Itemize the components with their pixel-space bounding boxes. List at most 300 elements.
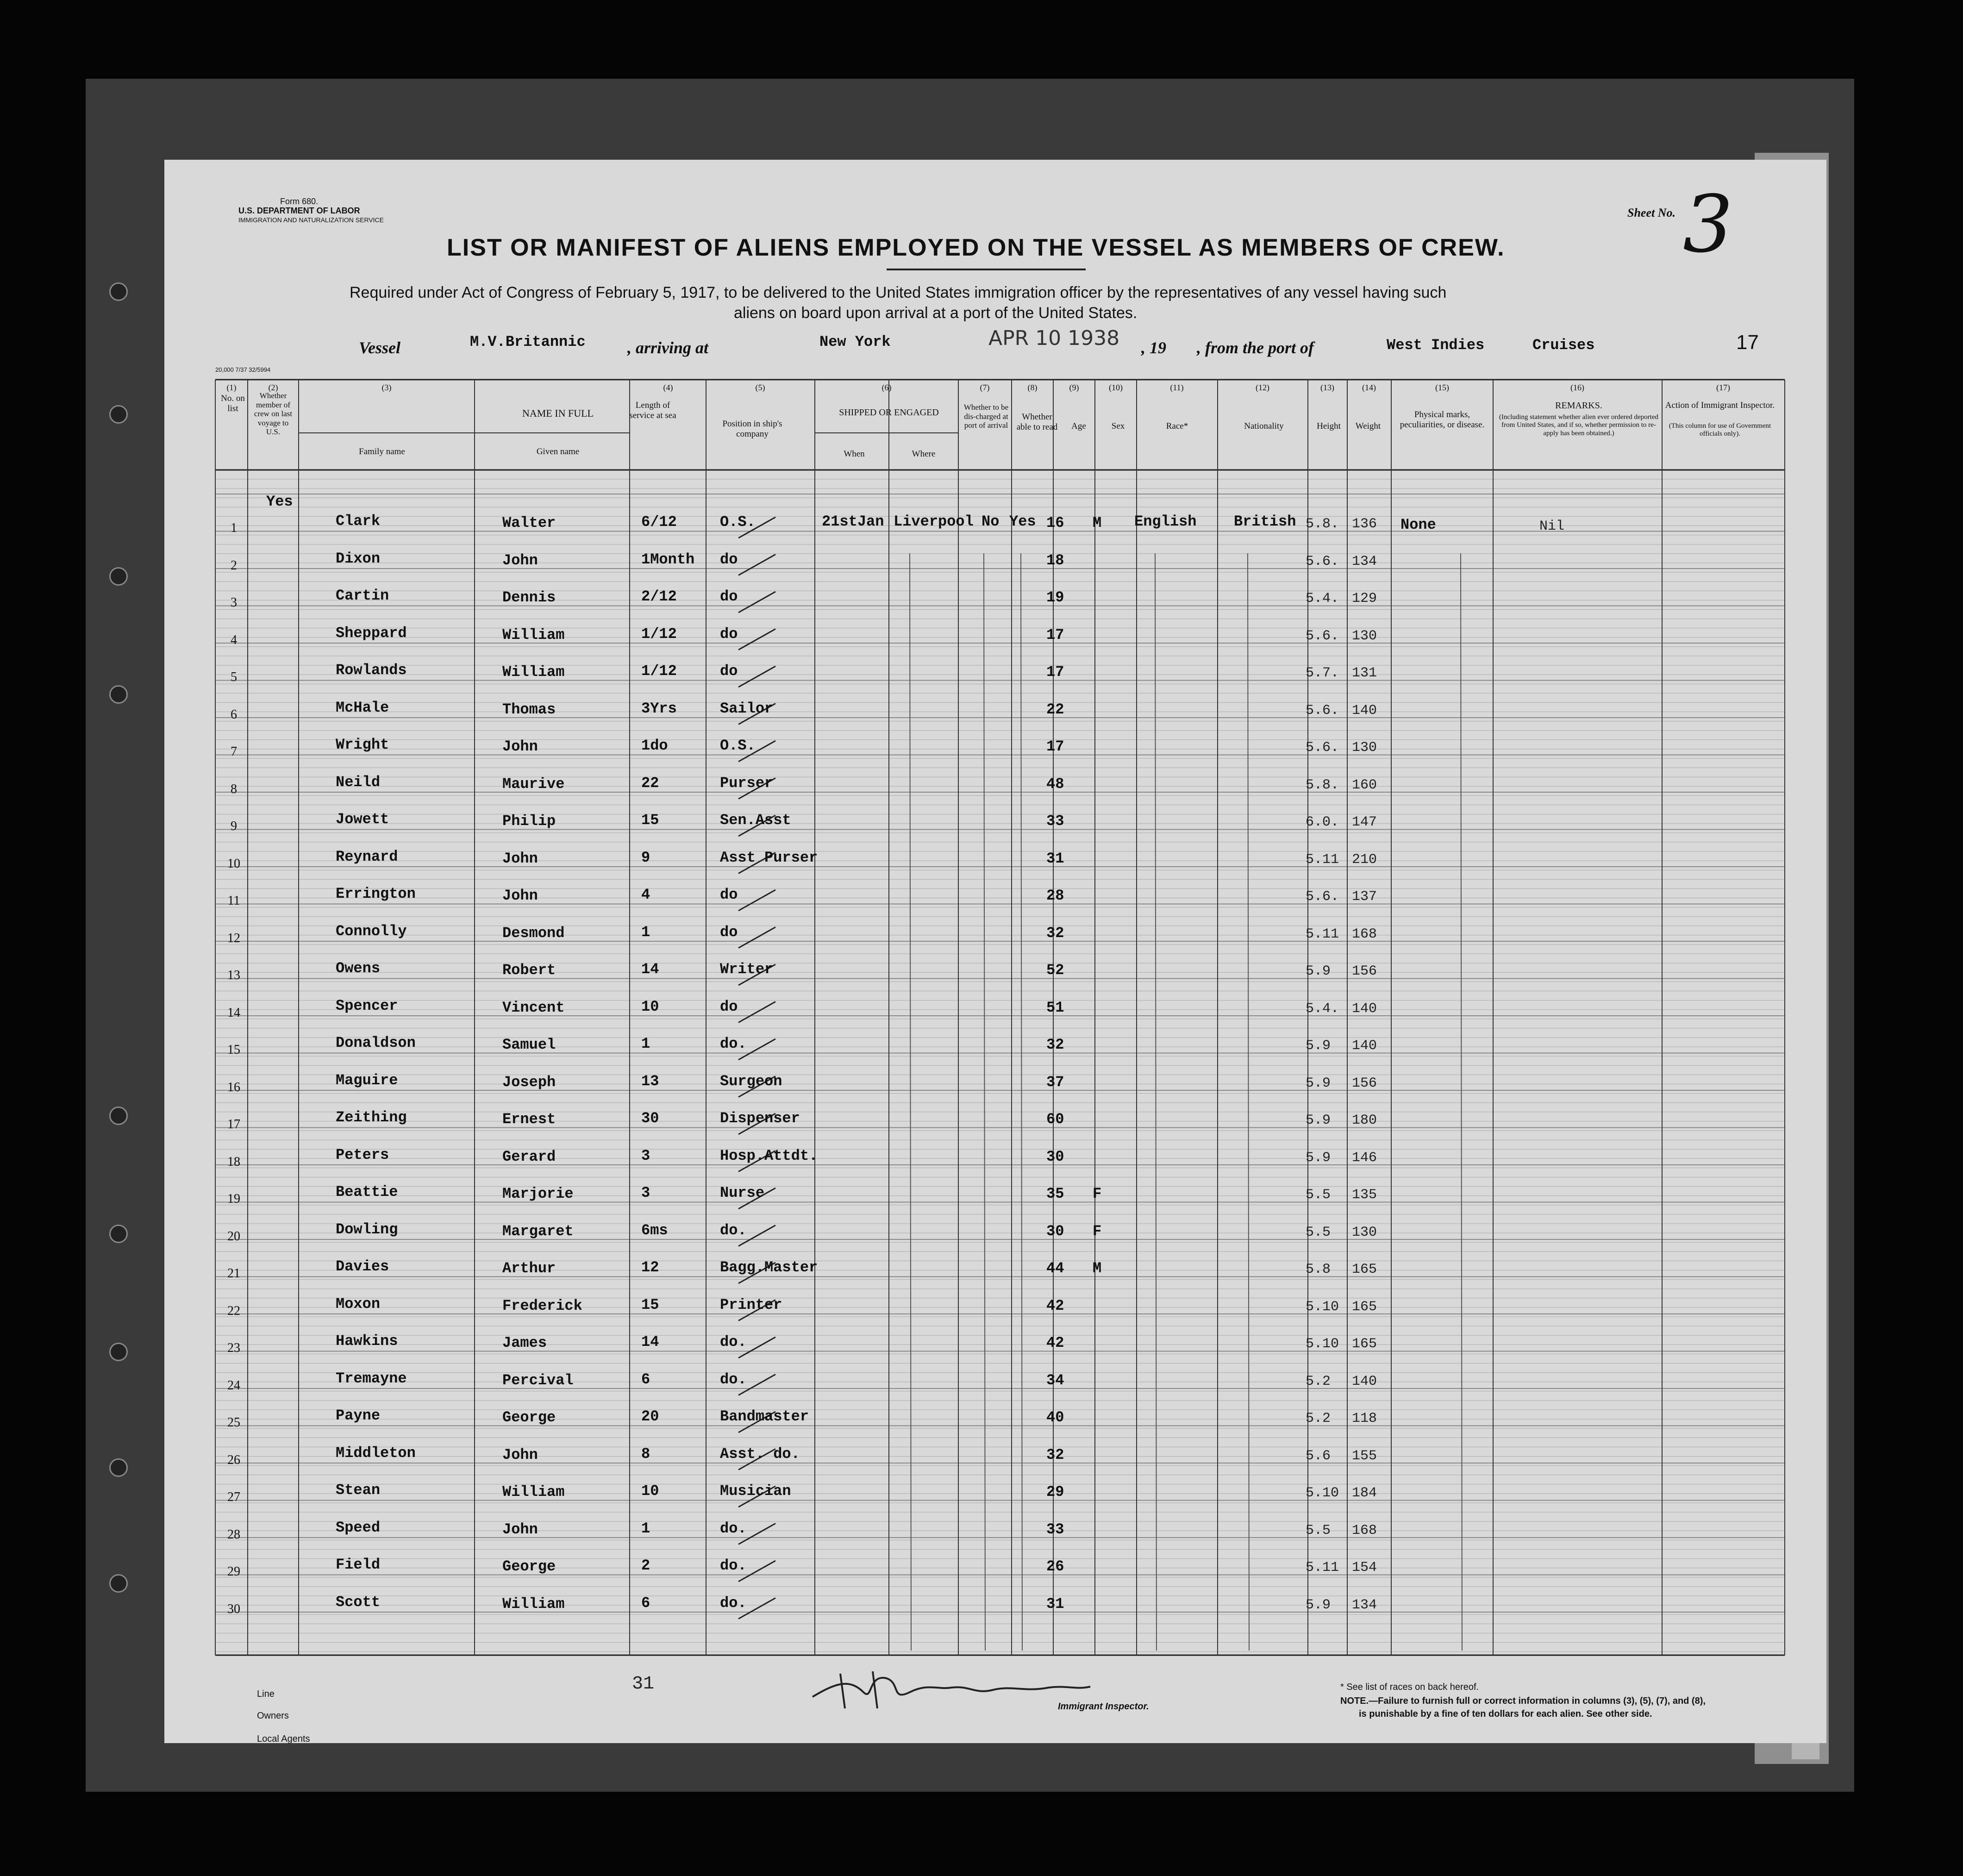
column-number: (5) [755,383,765,392]
cell-weight: 140 [1352,1001,1377,1017]
row-number: 23 [227,1341,240,1355]
cell-given-name: Desmond [502,924,565,942]
cell-length-service: 1 [641,1035,650,1052]
cell-height: 5.6. [1306,740,1339,756]
cell-given-name: Arthur [502,1260,556,1277]
cell-position: Printer [720,1296,782,1313]
cell-given-name: William [502,1595,565,1613]
cell-height: 5.9 [1306,1075,1331,1091]
cell-age: 35 [1046,1185,1064,1202]
cell-age: 40 [1046,1409,1064,1426]
cell-length-service: 14 [641,961,659,978]
cell-family-name: Connolly [336,922,407,940]
inspector-signature [808,1664,1095,1715]
cell-height: 5.8. [1306,777,1339,793]
header-family-name: Family name [359,447,405,456]
cell-position: do. [720,1333,747,1351]
row-number: 25 [227,1415,240,1430]
cell-family-name: Reynard [336,848,398,865]
check-mark [738,890,775,911]
cell-able-read: Yes [1009,513,1036,530]
subtitle-line-1: Required under Act of Congress of February 5, 1917, to be delivered to the United States immigration officer by the representatives of any vessel having such [350,284,1447,301]
cell-length-service: 9 [641,849,650,866]
row-number: 28 [227,1527,240,1542]
cell-sex: M [1093,514,1102,532]
row-number: 27 [227,1490,240,1504]
page-title: LIST OR MANIFEST OF ALIENS EMPLOYED ON THE VESSEL AS MEMBERS OF CREW. [447,234,1505,261]
cell-length-service: 2 [641,1557,650,1574]
cell-weight: 134 [1352,1597,1377,1613]
from-port-label: , from the port of [1197,338,1314,357]
cell-height: 5.8. [1306,516,1339,532]
cell-family-name: Zeithing [336,1109,407,1126]
binder-hole [109,1458,128,1477]
cell-position: Sailor [720,700,774,717]
row-number: 6 [231,707,237,722]
column-number: (3) [381,383,392,392]
footer-owners-label: Owners [257,1711,289,1721]
row-number: 4 [231,632,237,647]
departure-port-note: Cruises [1532,337,1595,354]
cell-age: 32 [1046,1036,1064,1053]
header-sex: Sex [1111,421,1125,431]
column-number: (14) [1362,383,1376,392]
sheet-number-label: Sheet No. [1627,206,1675,219]
page-number: 17 [1736,331,1759,354]
cell-height: 5.11 [1306,1560,1339,1576]
cell-length-service: 1/12 [641,663,677,680]
cell-position: Writer [720,961,774,978]
row-number: 22 [227,1303,240,1318]
row-number: 26 [227,1452,240,1467]
header-given-name: Given name [536,447,580,456]
cell-height: 5.11 [1306,926,1339,942]
cell-given-name: Maurive [502,775,565,793]
column-number: (8) [1027,383,1038,392]
row-number: 20 [227,1229,240,1244]
cell-position: do. [720,1520,747,1537]
header-action: Action of Immigrant Inspector. [1665,400,1775,410]
cell-family-name: Owens [336,960,381,977]
binder-hole [109,567,128,586]
penalty-note-1: NOTE.—Failure to furnish full or correct information in columns (3), (5), (7), and (8), [1340,1696,1706,1706]
cell-length-service: 14 [641,1333,659,1351]
row-number: 19 [227,1192,240,1206]
cell-weight: 140 [1352,1038,1377,1054]
column-number: (16) [1570,383,1584,392]
cell-given-name: Dennis [502,589,556,606]
footer-count: 31 [632,1674,655,1695]
row-number: 14 [227,1005,240,1020]
cell-family-name: Speed [336,1519,381,1536]
footer-agents-label: Local Agents [257,1734,310,1743]
column-number: (13) [1320,383,1334,392]
cell-age: 60 [1046,1111,1064,1128]
ditto-line [1248,553,1249,1651]
ditto-line [1155,553,1157,1651]
cell-remarks: Nil [1539,519,1565,534]
cell-position: do [720,588,738,605]
races-note: * See list of races on back hereof. [1340,1682,1479,1692]
cell-length-service: 22 [641,774,659,792]
cell-length-service: 3 [641,1147,650,1164]
cell-family-name: Hawkins [336,1332,398,1350]
cell-age: 32 [1046,924,1064,942]
column-number: (9) [1069,383,1079,392]
cell-length-service: 8 [641,1445,650,1463]
cell-weight: 165 [1352,1262,1377,1277]
sheet-number: 3 [1683,179,1733,270]
cell-position: do [720,923,738,941]
cell-given-name: William [502,663,565,681]
cell-given-name: George [502,1409,556,1426]
year-label: , 19 [1141,338,1166,357]
arrival-port: New York [819,333,891,350]
row-number: 9 [231,819,237,833]
cell-length-service: 15 [641,1296,659,1313]
cell-weight: 155 [1352,1448,1377,1464]
cell-length-service: 1do [641,737,668,754]
cell-weight: 168 [1352,926,1377,942]
cell-weight: 156 [1352,963,1377,979]
cell-height: 5.9 [1306,1150,1331,1166]
cell-age: 42 [1046,1297,1064,1314]
ditto-line [1021,553,1022,1651]
cell-length-service: 6 [641,1370,650,1388]
cell-length-service: 10 [641,1482,659,1500]
departure-port: West Indies [1387,337,1485,354]
manifest-sheet [164,160,1826,1743]
cell-given-name: John [502,551,538,569]
cell-given-name: Joseph [502,1073,556,1091]
cell-age: 33 [1046,813,1064,830]
binder-hole [109,405,128,424]
cell-given-name: Margaret [502,1222,574,1240]
cell-weight: 165 [1352,1336,1377,1352]
row-number: 29 [227,1564,240,1579]
cell-weight: 140 [1352,1373,1377,1389]
cell-position: Musician [720,1482,791,1500]
cell-height: 5.9 [1306,1038,1331,1054]
cell-age: 31 [1046,850,1064,867]
cell-age: 34 [1046,1371,1064,1389]
cell-age: 44 [1046,1260,1064,1277]
cell-given-name: Philip [502,813,556,830]
cell-height: 5.7. [1306,665,1339,681]
ditto-line [910,553,911,1651]
cell-length-service: 6ms [641,1221,668,1239]
cell-weight: 118 [1352,1411,1377,1426]
cell-family-name: Spencer [336,997,398,1014]
cell-position: do. [720,1035,747,1052]
cell-weight: 130 [1352,740,1377,756]
cell-length-service: 10 [641,998,659,1015]
row-number: 15 [227,1043,240,1057]
cell-position: Dispenser [720,1110,800,1127]
binder-hole [109,1107,128,1125]
cell-age: 42 [1046,1334,1064,1351]
column-number: (17) [1716,383,1730,392]
cell-sex: M [1093,1260,1102,1277]
header-length-service: Length of service at sea [629,400,676,420]
cell-position: Bagg.Master [720,1259,818,1276]
arrival-date-stamp: APR 10 1938 [988,326,1120,350]
cell-family-name: Dixon [336,550,381,567]
header-discharged: Whether to be dis-charged at port of arrival [963,403,1009,430]
header-remarks-note: (Including statement whether alien ever ordered deported from United States, and if so, whether permission to re-apply has been obtained.) [1499,413,1659,437]
footer-line-label: Line [257,1689,275,1699]
cell-height: 5.6 [1306,1448,1331,1464]
cell-family-name: Scott [336,1593,381,1611]
row-number: 24 [227,1378,240,1393]
cell-age: 26 [1046,1558,1064,1575]
cell-age: 22 [1046,700,1064,718]
cell-weight: 130 [1352,628,1377,644]
cell-nationality: British [1234,513,1296,530]
column-number: (1) [226,383,237,392]
header-shipped-engaged: SHIPPED OR ENGAGED [839,407,939,418]
cell-length-service: 3Yrs [641,700,677,717]
cell-age: 48 [1046,775,1064,793]
cell-height: 6.0. [1306,814,1339,830]
cell-sex: F [1093,1185,1102,1202]
cell-height: 5.10 [1306,1299,1339,1315]
cell-height: 5.9 [1306,1597,1331,1613]
header-when: When [844,449,865,459]
cell-age: 31 [1046,1595,1064,1613]
cell-position: Sen.Asst [720,812,791,829]
cell-position: do. [720,1557,747,1574]
cell-family-name: Wright [336,736,389,753]
row-number: 8 [231,782,237,796]
check-mark [738,629,775,650]
header-nationality: Nationality [1244,421,1284,431]
header-height: Height [1317,421,1341,431]
cell-length-service: 2/12 [641,588,677,605]
cell-family-name: Middleton [336,1444,416,1462]
vessel-label: Vessel [359,338,400,357]
header-age: Age [1071,421,1086,431]
cell-age: 18 [1046,551,1064,569]
cell-given-name: William [502,1483,565,1501]
cell-length-service: 13 [641,1072,659,1090]
cell-height: 5.8 [1306,1262,1331,1277]
cell-weight: 154 [1352,1560,1377,1576]
cell-position: O.S. [720,737,756,754]
cell-weight: 180 [1352,1113,1377,1128]
cell-length-service: 1/12 [641,625,677,643]
cell-weight: 160 [1352,777,1377,793]
cell-height: 5.5 [1306,1187,1331,1203]
cell-length-service: 6/12 [641,513,677,531]
cell-family-name: Stean [336,1482,381,1499]
ditto-line [1461,553,1462,1651]
penalty-note-2: is punishable by a fine of ten dollars for each alien. See other side. [1359,1709,1652,1719]
cell-given-name: John [502,887,538,904]
row-number: 10 [227,856,240,871]
cell-family-name: Rowlands [336,662,407,679]
cell-age: 29 [1046,1483,1064,1501]
row-number: 1 [231,521,237,535]
check-mark [738,592,775,613]
header-physical-marks: Physical marks, peculiarities, or disease. [1400,410,1485,430]
cell-position: Nurse [720,1184,765,1201]
cell-height: 5.5 [1306,1224,1331,1240]
cell-weight: 134 [1352,553,1377,569]
row-number: 3 [231,595,237,610]
cell-discharged: No [982,513,1000,530]
column-number: (6) [881,383,892,392]
cell-given-name: John [502,1520,538,1538]
form-number: Form 680. [280,197,319,206]
cell-position: do. [720,1370,747,1388]
cell-length-service: 1 [641,923,650,941]
cell-weight: 156 [1352,1075,1377,1091]
cell-position: Asst Purser [720,849,818,866]
department-label: U.S. DEPARTMENT OF LABOR [238,206,360,215]
cell-position: Surgeon [720,1072,782,1090]
cell-age: 51 [1046,999,1064,1016]
cell-given-name: Thomas [502,700,556,718]
cell-position: do [720,886,738,903]
cell-position: do [720,663,738,680]
cell-weight: 184 [1352,1485,1377,1501]
row-number: 11 [227,894,240,908]
cell-given-name: Robert [502,962,556,979]
header-action-note: (This column for use of Government officials only). [1669,422,1771,438]
cell-height: 5.4. [1306,591,1339,607]
cell-weight: 147 [1352,814,1377,830]
cell-family-name: Moxon [336,1295,381,1313]
column-number: (4) [663,383,673,392]
cell-age: 16 [1046,514,1064,532]
cell-weight: 165 [1352,1299,1377,1315]
cell-family-name: Maguire [336,1071,398,1089]
cell-position: O.S. [720,513,756,531]
cell-family-name: Neild [336,773,381,791]
cell-shipped-where: Liverpool [894,513,974,530]
cell-position: Bandmaster [720,1408,809,1425]
cell-weight: 140 [1352,702,1377,719]
vessel-name: M.V.Britannic [470,333,586,350]
cell-age: 30 [1046,1222,1064,1240]
cell-weight: 168 [1352,1522,1377,1538]
cell-position: do [720,625,738,643]
cell-age: 32 [1046,1446,1064,1463]
header-remarks: REMARKS. [1555,400,1602,411]
cell-age: 17 [1046,626,1064,644]
column-number: (15) [1435,383,1449,392]
cell-family-name: Payne [336,1407,381,1424]
row-number: 21 [227,1266,240,1281]
cell-family-name: Cartin [336,587,389,604]
cell-position: do. [720,1594,747,1612]
cell-weight: 146 [1352,1150,1377,1166]
row-number: 7 [231,744,237,759]
cell-given-name: Ernest [502,1111,556,1128]
cell-age: 33 [1046,1520,1064,1538]
cell-weight: 130 [1352,1224,1377,1240]
subtitle-line-2: aliens on board upon arrival at a port of the United States. [734,304,1138,322]
cell-family-name: Dowling [336,1220,398,1238]
row-number: 16 [227,1080,240,1094]
cell-given-name: Percival [502,1371,574,1389]
row-number: 12 [227,931,240,945]
cell-shipped-when: 21stJan [822,513,884,530]
cell-family-name: Beattie [336,1183,398,1201]
header-weight: Weight [1355,421,1381,431]
inspector-label: Immigrant Inspector. [1058,1701,1149,1712]
print-code: 20,000 7/37 32/5994 [215,366,271,373]
cell-given-name: Gerard [502,1148,556,1165]
cell-weight: 136 [1352,516,1377,532]
column-number: (10) [1109,383,1123,392]
cell-length-service: 4 [641,886,650,903]
cell-family-name: Sheppard [336,624,407,642]
cell-length-service: 6 [641,1594,650,1612]
cell-height: 5.6. [1306,553,1339,569]
row-number: 13 [227,968,240,982]
binder-hole [109,685,128,704]
cell-given-name: Marjorie [502,1185,574,1202]
header-race: Race* [1166,421,1188,431]
cell-height: 5.6. [1306,628,1339,644]
column-number: (11) [1170,383,1184,392]
cell-family-name: Jowett [336,811,389,828]
cell-length-service: 20 [641,1408,659,1425]
row-number: 5 [231,670,237,684]
cell-length-service: 15 [641,812,659,829]
form-grid [164,160,1826,1743]
cell-family-name: Field [336,1556,381,1573]
cell-given-name: John [502,1446,538,1463]
service-label: IMMIGRATION AND NATURALIZATION SERVICE [238,216,384,224]
binder-hole [109,1343,128,1361]
cell-length-service: 3 [641,1184,650,1201]
header-last-voyage: Whether member of crew on last voyage to U.S. [254,391,293,437]
cell-last-voyage: Yes [266,493,293,510]
cell-age: 37 [1046,1073,1064,1091]
cell-family-name: Clark [336,513,381,530]
check-mark [738,1002,775,1023]
row-number: 17 [227,1117,240,1132]
cell-given-name: Walter [502,514,556,532]
cell-weight: 210 [1352,851,1377,868]
binder-hole [109,282,128,301]
column-number: (7) [980,383,990,392]
cell-given-name: Vincent [502,999,565,1016]
cell-weight: 129 [1352,591,1377,607]
cell-height: 5.9 [1306,963,1331,979]
cell-length-service: 1 [641,1520,650,1537]
cell-height: 5.10 [1306,1336,1339,1352]
binder-hole [109,1574,128,1593]
cell-age: 19 [1046,589,1064,606]
cell-position: Hosp.Attdt. [720,1147,818,1164]
header-no-on-list: No. on list [221,394,245,413]
cell-height: 5.5 [1306,1522,1331,1538]
cell-height: 5.10 [1306,1485,1339,1501]
check-mark [738,927,775,948]
cell-age: 30 [1046,1148,1064,1165]
cell-weight: 135 [1352,1187,1377,1203]
cell-given-name: George [502,1558,556,1575]
check-mark [738,555,775,575]
cell-height: 5.4. [1306,1001,1339,1017]
cell-family-name: Davies [336,1258,389,1275]
title-rule [887,269,1086,270]
cell-weight: 137 [1352,889,1377,905]
